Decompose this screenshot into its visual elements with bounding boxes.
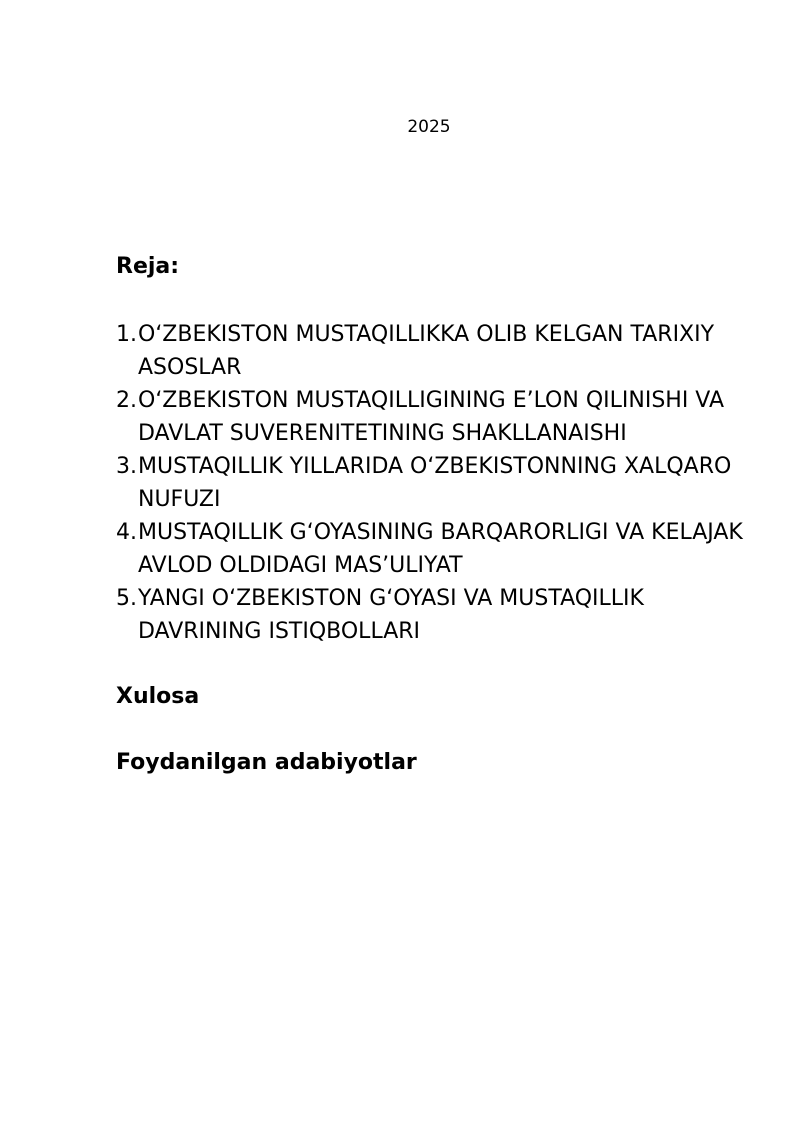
plan-item: [116, 516, 766, 582]
plan-item: [116, 384, 766, 450]
plan-item: [116, 450, 766, 516]
plan-item-number: 5.: [116, 586, 137, 611]
plan-list: [116, 318, 766, 648]
plan-item-text: O‘ZBEKISTON MUSTAQILLIGINING E’LON QILINISHI VA DAVLAT SUVERENITETINING SHAKLLANAISHI: [138, 388, 724, 446]
plan-item-number: 3.: [116, 454, 137, 479]
references-heading: Foydanilgan adabiyotlar: [116, 750, 417, 775]
plan-item-text: O‘ZBEKISTON MUSTAQILLIKKA OLIB KELGAN TARIXIY ASOSLAR: [138, 322, 715, 380]
plan-item-text: MUSTAQILLIK G‘OYASINING BARQARORLIGI VA KELAJAK AVLOD OLDIDAGI MAS’ULIYAT: [138, 520, 743, 578]
conclusion-heading: Xulosa: [116, 684, 200, 709]
plan-item-number: 4.: [116, 520, 137, 545]
plan-item-text: YANGI O‘ZBEKISTON G‘OYASI VA MUSTAQILLIK DAVRINING ISTIQBOLLARI: [138, 586, 644, 644]
plan-heading: Reja:: [116, 254, 180, 279]
plan-item-text: MUSTAQILLIK YILLARIDA O‘ZBEKISTONNING XALQARO NUFUZI: [138, 454, 732, 512]
document-year: 2025: [407, 117, 451, 137]
plan-item: [116, 582, 766, 648]
plan-item: [116, 318, 766, 384]
plan-item-number: 2.: [116, 388, 137, 413]
plan-item-number: 1.: [116, 322, 137, 347]
